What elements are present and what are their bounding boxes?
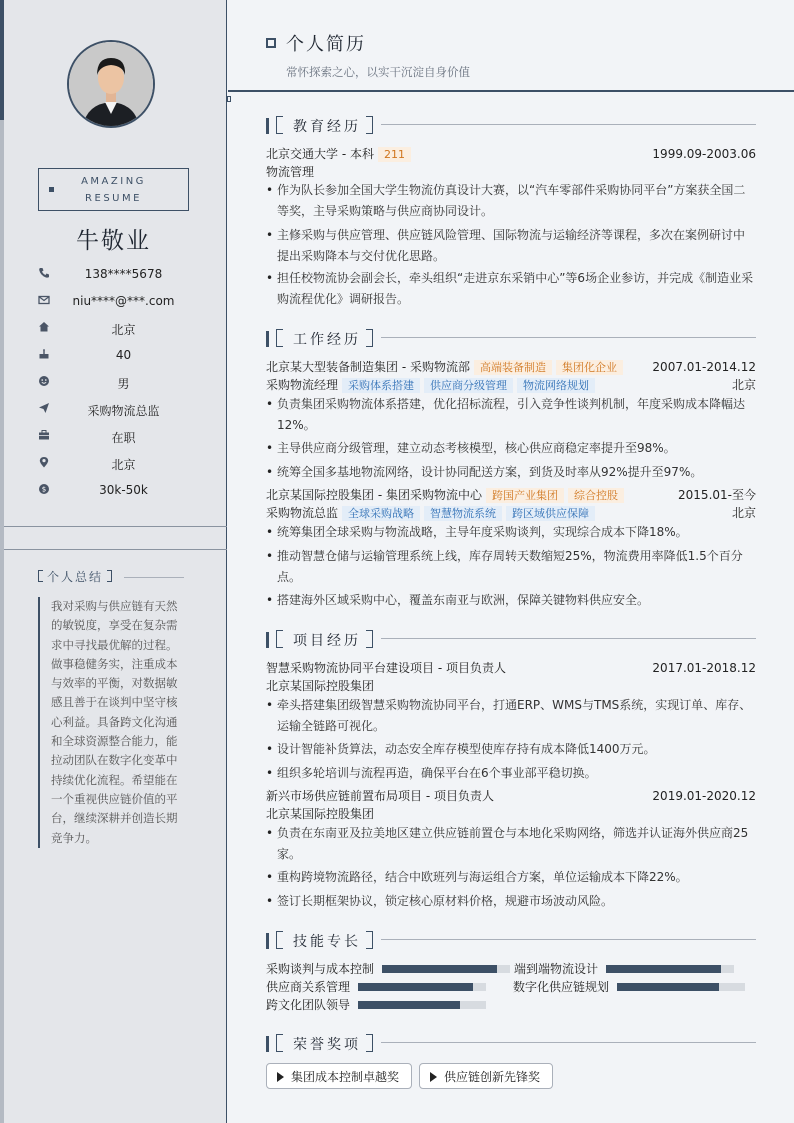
info-gender-text: 男 <box>117 377 130 391</box>
job-tag-blue: 供应商分级管理 <box>424 378 513 393</box>
summary-text: 我对采购与供应链有天然的敏锐度，享受在复杂需求中寻找最优解的过程。做事稳健务实，注重成本与效率的平衡，对数据敏感且善于在谈判中坚守核心利益。具备跨文化沟通和全球资源整合能力，能拉动团队在数字化变革中持续优化流程。希望能在一个重视供应链价值的平台，继续深耕并创造长期竞争力。 <box>38 597 184 848</box>
award-label: 供应链创新先锋奖 <box>444 1070 541 1084</box>
info-city-text: 北京 <box>111 323 136 337</box>
section-title-text: 工作经历 <box>293 332 361 348</box>
job-bullet: • 搭建海外区域采购中心，覆盖东南亚与欧洲，保障关键物料供应安全。 <box>266 590 756 611</box>
job-tag-orange: 综合控股 <box>568 488 624 503</box>
bracket-right-icon <box>366 329 373 347</box>
info-age-text: 40 <box>115 348 132 362</box>
award-item <box>266 1063 412 1089</box>
section-bar-icon <box>266 632 269 648</box>
section-bar-icon <box>266 118 269 134</box>
sidebar-divider <box>4 549 227 550</box>
info-email-text: niu****@***.com <box>72 294 175 308</box>
job-tag-orange: 集团化企业 <box>556 360 623 375</box>
project-name: 智慧采购物流协同平台建设项目 - 项目负责人 <box>266 661 506 675</box>
bracket-right-icon <box>366 931 373 949</box>
badge-square-icon <box>49 187 54 192</box>
job-bullet: • 推动智慧仓储与运输管理系统上线，库存周转天数缩短25%，物流费用率降低1.5个百分点。 <box>266 546 756 587</box>
project-date: 2019.01-2020.12 <box>652 789 756 803</box>
project-header-row <box>266 788 756 804</box>
education-bullet: • 担任校物流协会副会长，牵头组织“走进京东采销中心”等6场企业参访，并完成《制造业采购流程优化》调研报告。 <box>266 268 756 309</box>
skill-label: 端到端物流设计 <box>514 962 599 976</box>
skill-label: 跨文化团队领导 <box>266 998 351 1012</box>
skill-bar-fill <box>382 965 497 973</box>
info-row-location <box>0 454 227 474</box>
award-item <box>419 1063 553 1089</box>
bracket-right-icon <box>107 570 112 582</box>
badge-resume-text: RESUME <box>85 193 142 204</box>
bracket-left-icon <box>276 630 283 648</box>
skill-bar-fill <box>358 983 473 991</box>
info-salary-text: 30k-50k <box>99 483 148 497</box>
education-date: 1999.09-2003.06 <box>652 147 756 161</box>
avatar <box>67 40 155 128</box>
skill-bar-fill <box>606 965 721 973</box>
project-bullet: • 重构跨境物流路径，结合中欧班列与海运组合方案，单位运输成本下降22%。 <box>266 867 756 888</box>
section-bar-icon <box>266 1036 269 1052</box>
project-bullet: • 组织多轮培训与流程再造，确保平台在6个事业部平稳切换。 <box>266 763 756 784</box>
skill-bar-fill <box>617 983 719 991</box>
section-bar-icon <box>266 331 269 347</box>
amazing-resume-badge <box>38 168 189 211</box>
school-badge: 211 <box>378 147 411 162</box>
job-header-row <box>266 359 756 375</box>
skill-bar <box>617 983 745 991</box>
project-bullet: • 负责在东南亚及拉美地区建立供应链前置仓与本地化采购网络，筛选并认证海外供应商25家。 <box>266 823 756 864</box>
section-title-text: 技能专长 <box>293 934 361 950</box>
project-org: 北京某国际控股集团 <box>266 679 375 693</box>
job-tag-orange: 高端装备制造 <box>474 360 552 375</box>
info-row-email <box>0 292 227 312</box>
section-title-text: 项目经历 <box>293 633 361 649</box>
project-org: 北京某国际控股集团 <box>266 807 375 821</box>
skill-bar-fill <box>358 1001 460 1009</box>
skill-bar <box>606 965 734 973</box>
info-row-salary <box>0 481 227 501</box>
info-row-status <box>0 427 227 447</box>
sidebar-divider <box>4 526 227 527</box>
bracket-right-icon <box>366 116 373 134</box>
job-date: 2007.01-2014.12 <box>652 360 756 374</box>
sidebar-accent-strip <box>0 0 4 1123</box>
play-triangle-icon <box>277 1072 284 1082</box>
job-company: 北京某大型装备制造集团 - 采购物流部 <box>266 360 470 374</box>
bracket-left-icon <box>276 116 283 134</box>
info-status-text: 在职 <box>111 431 136 445</box>
summary-title <box>38 568 112 585</box>
bracket-right-icon <box>366 1034 373 1052</box>
job-city: 北京 <box>731 506 756 520</box>
sidebar <box>0 0 227 1123</box>
job-role-row <box>266 377 756 393</box>
job-company: 北京某国际控股集团 - 集团采购物流中心 <box>266 488 482 502</box>
award-label: 集团成本控制卓越奖 <box>291 1070 400 1084</box>
bracket-right-icon <box>366 630 373 648</box>
corner-mark <box>227 96 231 102</box>
sidebar-accent-dark <box>0 0 4 120</box>
section-line <box>381 337 756 338</box>
education-bullet: • 主修采购与供应管理、供应链风险管理、国际物流与运输经济等课程，多次在案例研讨中提出采购降本与交付优化思路。 <box>266 225 756 266</box>
job-bullet: • 统筹集团全球采购与物流战略，主导年度采购谈判，实现综合成本下降18%。 <box>266 522 756 543</box>
skill-bar <box>358 983 486 991</box>
project-header-row <box>266 660 756 676</box>
svg-text:$: $ <box>41 485 47 494</box>
section-title-text: 荣誉奖项 <box>293 1037 361 1053</box>
section-line <box>381 638 756 639</box>
info-location-text: 北京 <box>111 458 136 472</box>
section-line <box>381 1042 756 1043</box>
skill-bar <box>358 1001 486 1009</box>
job-bullet: • 统筹全国多基地物流网络，设计协同配送方案，到货及时率从92%提升至97%。 <box>266 462 756 483</box>
info-row-position <box>0 400 227 420</box>
job-tag-orange: 跨国产业集团 <box>486 488 564 503</box>
bracket-left-icon <box>276 1034 283 1052</box>
skill-label: 数字化供应链规划 <box>513 980 610 994</box>
job-city: 北京 <box>731 378 756 392</box>
section-bar-icon <box>266 933 269 949</box>
education-major-row <box>266 164 756 180</box>
info-position-text: 采购物流总监 <box>87 404 160 418</box>
job-tag-blue: 全球采购战略 <box>342 506 420 521</box>
bracket-left-icon <box>276 329 283 347</box>
project-bullet: • 设计智能补货算法，动态安全库存模型使库存持有成本降低1400万元。 <box>266 739 756 760</box>
job-tag-blue: 跨区域供应保障 <box>506 506 595 521</box>
section-line <box>381 124 756 125</box>
project-org-row <box>266 678 756 694</box>
skill-label: 供应商关系管理 <box>266 980 351 994</box>
project-org-row <box>266 806 756 822</box>
project-bullet: • 签订长期框架协议，锁定核心原材料价格，规避市场波动风险。 <box>266 891 756 912</box>
candidate-name: 牛敬业 <box>76 228 151 254</box>
bracket-left-icon <box>276 931 283 949</box>
info-row-age <box>0 346 227 366</box>
info-row-phone <box>0 265 227 285</box>
header-square-icon <box>266 38 276 48</box>
job-role: 采购物流经理 <box>266 378 339 392</box>
job-tag-blue: 智慧物流系统 <box>424 506 502 521</box>
page-title: 个人简历 <box>286 34 366 55</box>
job-tag-blue: 采购体系搭建 <box>342 378 420 393</box>
education-bullet: • 作为队长参加全国大学生物流仿真设计大赛，以“汽车零部件采购协同平台”方案获全国二等奖，主导采购策略与供应商协同设计。 <box>266 180 756 221</box>
page-subtitle: 常怀探索之心，以实干沉淀自身价值 <box>286 65 470 79</box>
project-bullet: • 牵头搭建集团级智慧采购物流协同平台，打通ERP、WMS与TMS系统，实现订单、库存、运输全链路可视化。 <box>266 695 756 736</box>
project-date: 2017.01-2018.12 <box>652 661 756 675</box>
job-bullet: • 主导供应商分级管理，建立动态考核模型，核心供应商稳定率提升至98%。 <box>266 438 756 459</box>
job-bullet: • 负责集团采购物流体系搭建，优化招标流程，引入竞争性谈判机制，年度采购成本降幅达12%。 <box>266 394 756 435</box>
education-header-row <box>266 146 756 162</box>
bracket-left-icon <box>38 570 43 582</box>
job-tag-blue: 物流网络规划 <box>517 378 595 393</box>
education-major: 物流管理 <box>266 165 315 179</box>
play-triangle-icon <box>430 1072 437 1082</box>
job-role: 采购物流总监 <box>266 506 339 520</box>
skill-bar <box>382 965 510 973</box>
badge-amazing-text: AMAZING <box>81 176 146 187</box>
job-role-row <box>266 505 756 521</box>
summary-title-text: 个人总结 <box>47 570 104 584</box>
skill-label: 采购谈判与成本控制 <box>266 962 375 976</box>
info-row-gender <box>0 373 227 393</box>
job-date: 2015.01-至今 <box>678 488 756 502</box>
info-row-city <box>0 319 227 339</box>
school-name: 北京交通大学 - 本科 <box>266 147 374 161</box>
section-title-text: 教育经历 <box>293 119 361 135</box>
avatar-photo <box>69 42 153 126</box>
info-phone-text: 138****5678 <box>84 267 163 281</box>
summary-title-line <box>124 577 184 578</box>
job-header-row <box>266 487 756 503</box>
section-line <box>381 939 756 940</box>
project-name: 新兴市场供应链前置布局项目 - 项目负责人 <box>266 789 494 803</box>
